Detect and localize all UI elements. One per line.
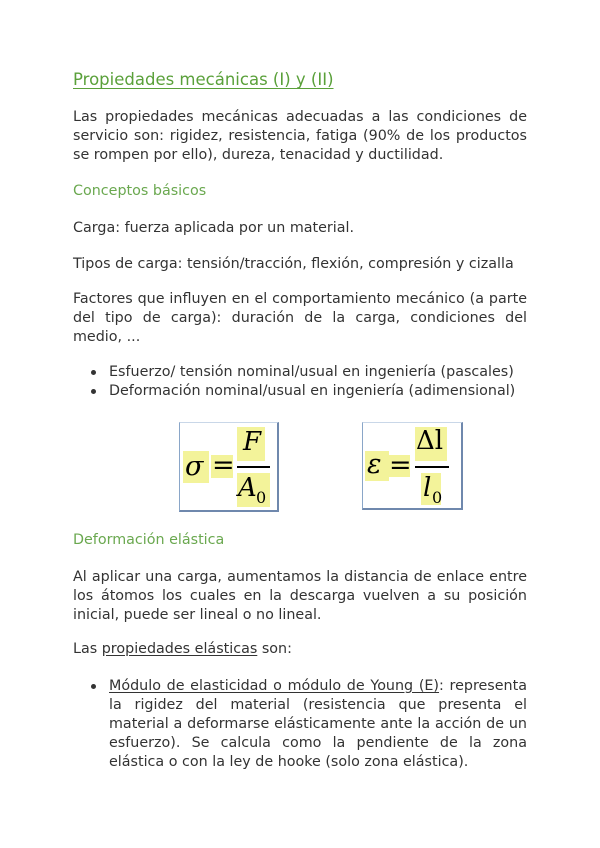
strain-denominator: l [423, 473, 432, 503]
bullet-dot [91, 370, 96, 375]
bullet-dot [91, 389, 96, 394]
propiedades-elasticas-link: propiedades elásticas [101, 641, 258, 657]
list-item [73, 677, 527, 772]
stress-denominator: A [238, 473, 257, 503]
strain-numerator: Δl [416, 426, 444, 456]
young-modulus-description: : representa la rigidez del material (resistencia que presenta el material a deformarse elásticamente ante la acción de un esfuerzo). Se calcula como la pendiente de la zona elástica o con la ley de hooke (solo zona elástica). [109, 678, 527, 770]
heading-conceptos-basicos: Conceptos básicos [73, 183, 207, 199]
strain-formula [362, 422, 463, 510]
propiedades-elasticas-intro [73, 640, 527, 659]
list-item [73, 382, 527, 401]
strain-symbol: ε [367, 449, 382, 480]
page-title: Propiedades mecánicas (I) y (II) [73, 70, 334, 89]
strain-subscript: 0 [432, 488, 443, 507]
props-prefix: Las [73, 641, 102, 657]
deformacion-paragraph: Al aplicar una carga, aumentamos la distancia de enlace entre los átomos los cuales en la descarga vuelven a su posición inicial, puede ser lineal o no lineal. [73, 569, 527, 623]
stress-formula [179, 422, 279, 512]
young-modulus-term: Módulo de elasticidad o módulo de Young (E) [109, 678, 440, 694]
props-suffix: son: [257, 641, 292, 657]
young-modulus-list [73, 677, 527, 772]
list-item-text: Esfuerzo/ tensión nominal/usual en ingeniería (pascales) [109, 364, 514, 380]
intro-paragraph: Las propiedades mecánicas adecuadas a las condiciones de servicio son: rigidez, resistencia, fatiga (90% de los productos se rompen por ello), dureza, tenacidad y ductilidad. [73, 109, 527, 163]
stress-symbol: σ [185, 451, 204, 482]
strain-equals: = [389, 450, 412, 481]
list-item [73, 363, 527, 382]
factores-paragraph: Factores que influyen en el comportamiento mecánico (a parte del tipo de carga): duración de la carga, condiciones del medio, ... [73, 291, 527, 345]
tipos-de-carga: Tipos de carga: tensión/tracción, flexión, compresión y cizalla [73, 256, 514, 272]
bullet-dot [91, 684, 96, 689]
heading-deformacion-elastica: Deformación elástica [73, 532, 225, 548]
carga-definition: Carga: fuerza aplicada por un material. [73, 220, 355, 236]
magnitudes-list [73, 363, 527, 401]
list-item-text: Deformación nominal/usual en ingeniería (adimensional) [109, 383, 516, 399]
stress-equals: = [212, 450, 235, 481]
stress-subscript: 0 [256, 488, 267, 507]
stress-numerator: F [243, 427, 262, 457]
